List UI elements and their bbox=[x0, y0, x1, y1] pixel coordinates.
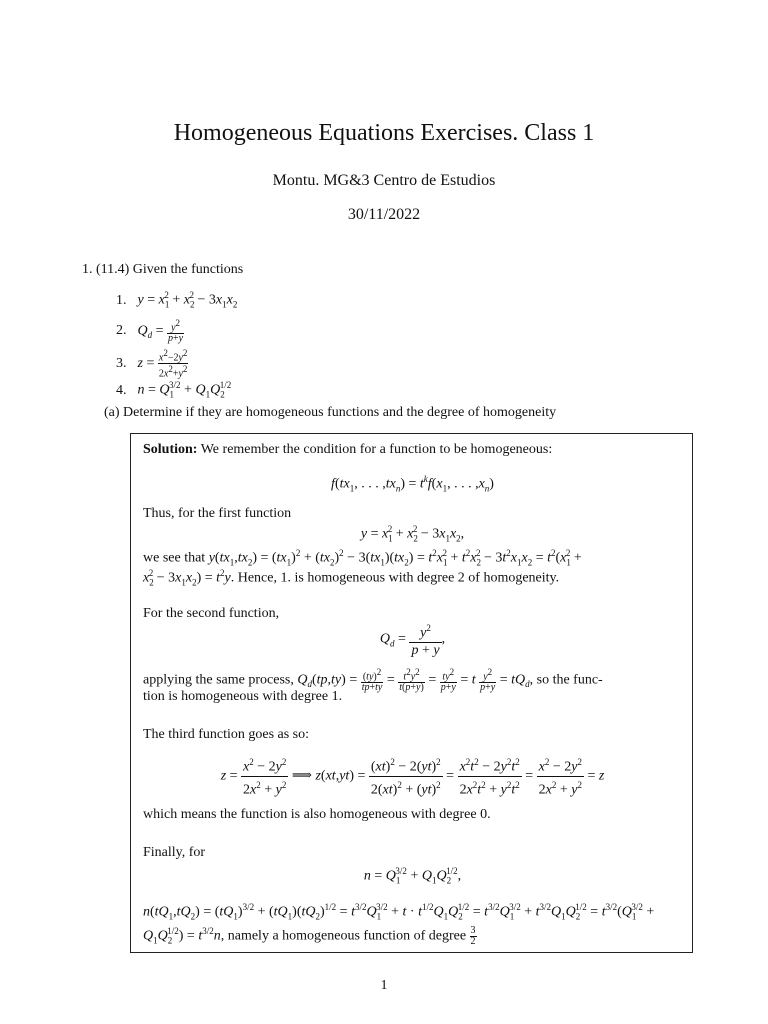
date-line: 30/11/2022 bbox=[347, 206, 421, 223]
solution-intro: We remember the condition for a function to be homogeneous: bbox=[200, 442, 553, 457]
document-title: Homogeneous Equations Exercises. Class 1 bbox=[173, 120, 595, 146]
function-4: 4. $n = Q_1^{3/2} + Q_1Q_2^{1/2}$ bbox=[116, 380, 232, 400]
second-function-derivation: applying the same process, $Q_d(tp,ty)$ = $\frac{(ty)^2}{tp+ty}$ = $\frac{t^2y^2}{t(p+y)}$ = $\frac{ty^2}{p+y}$ = t $\frac{y^2}{p+y}$ = $tQ_d$, so the func- bbox=[143, 667, 603, 694]
fourth-function-lead: Finally, for bbox=[143, 845, 206, 860]
question-heading: 1. (11.4) Given the functions bbox=[82, 262, 244, 277]
third-function-equation: z = $\frac{x^2 - 2y^2}{2x^2 + y^2}$ ⟹ z(xt,yt) = $\frac{(xt)^2 - 2(yt)^2}{2(xt)^2 + (yt)^2}$ = $\frac{x^2t^2 - 2y^2t^2}{2x^2t^2 + y^2t^2}$ = $\frac{x^2 - 2y^2}{2x^2 + y^2}$ = z bbox=[131, 754, 694, 798]
first-function-result: Hence, 1. is homogeneous with degree 2 of homogeneity. bbox=[237, 570, 560, 586]
fourth-function-derivation: $n(tQ_1,tQ_2) = (tQ_1)^{3/2} + (tQ_1)(tQ_2)^{1/2} = t^{3/2}Q_1^{3/2} + t \cdot t^{1/2}Q_1Q_2^{1/2} = t^{3/2}Q_1^{3/2} + t^{3/2}Q_1Q_2^{1/2} = t^{3/2}(Q_1^{3/2}$ + bbox=[143, 902, 655, 922]
solution-intro-line bbox=[143, 442, 552, 458]
fourth-function-result: namely a homogeneous function of degree bbox=[227, 928, 467, 944]
function-number: 2. bbox=[116, 323, 127, 339]
second-function-result: tion is homogeneous with degree 1. bbox=[143, 689, 343, 704]
function-number: 4. bbox=[116, 382, 127, 398]
function-3: 3. z = $\frac{x^2-2y^2}{2x^2+y^2}$ bbox=[116, 348, 188, 380]
third-function-result: which means the function is also homogeneous with degree 0. bbox=[143, 807, 491, 822]
function-2: 2. $Q_d$ = $\frac{y^2}{p+y}$ bbox=[116, 318, 184, 345]
solution-box bbox=[130, 433, 693, 953]
first-function-equation: $y = x_1^2 + x_2^2 - 3x_1x_2$, bbox=[360, 524, 465, 544]
fourth-function-conclusion: $Q_1Q_2^{1/2}) = t^{3/2}n$, namely a homogeneous function of degree $\frac{3}{2}$ bbox=[143, 925, 476, 947]
second-function-equation: $Q_d$ = $\frac{y^2}{p + y}$ , bbox=[131, 620, 694, 659]
function-number: 1. bbox=[116, 292, 127, 308]
second-function-tail: so the func- bbox=[536, 672, 603, 688]
function-number: 3. bbox=[116, 356, 127, 372]
homogeneity-condition: $f(tx_1$, . . . $,tx_n) = t^kf(x_1$, . . . $,x_n$) bbox=[331, 474, 494, 494]
first-function-derivation: we see that $y(tx_1,tx_2) = (tx_1)^2 + (tx_2)^2 - 3(tx_1)(tx_2) = t^2x_1^2 + t^2x_2^2 - 3t^2x_1x_2 = t^2(x_1^2$ + bbox=[143, 548, 582, 568]
solution-label: Solution: bbox=[143, 442, 198, 457]
third-function-lead: The third function goes as so: bbox=[143, 727, 310, 742]
part-a-prompt: (a) Determine if they are homogeneous functions and the degree of homogeneity bbox=[104, 405, 557, 420]
first-function-conclusion: $x_2^2 - 3x_1x_2) = t^2y$. Hence, 1. is homogeneous with degree 2 of homogeneity. bbox=[143, 568, 560, 588]
second-function-lead: For the second function, bbox=[143, 606, 280, 621]
function-1: 1. $y = x_1^2 + x_2^2 - 3x_1x_2$ bbox=[116, 290, 238, 310]
author-line: Montu. MG&3 Centro de Estudios bbox=[272, 172, 496, 189]
page-number: 1 bbox=[380, 978, 388, 993]
first-function-lead: Thus, for the first function bbox=[143, 506, 292, 521]
fourth-function-equation: $n = Q_1^{3/2} + Q_1Q_2^{1/2}$, bbox=[363, 866, 462, 886]
